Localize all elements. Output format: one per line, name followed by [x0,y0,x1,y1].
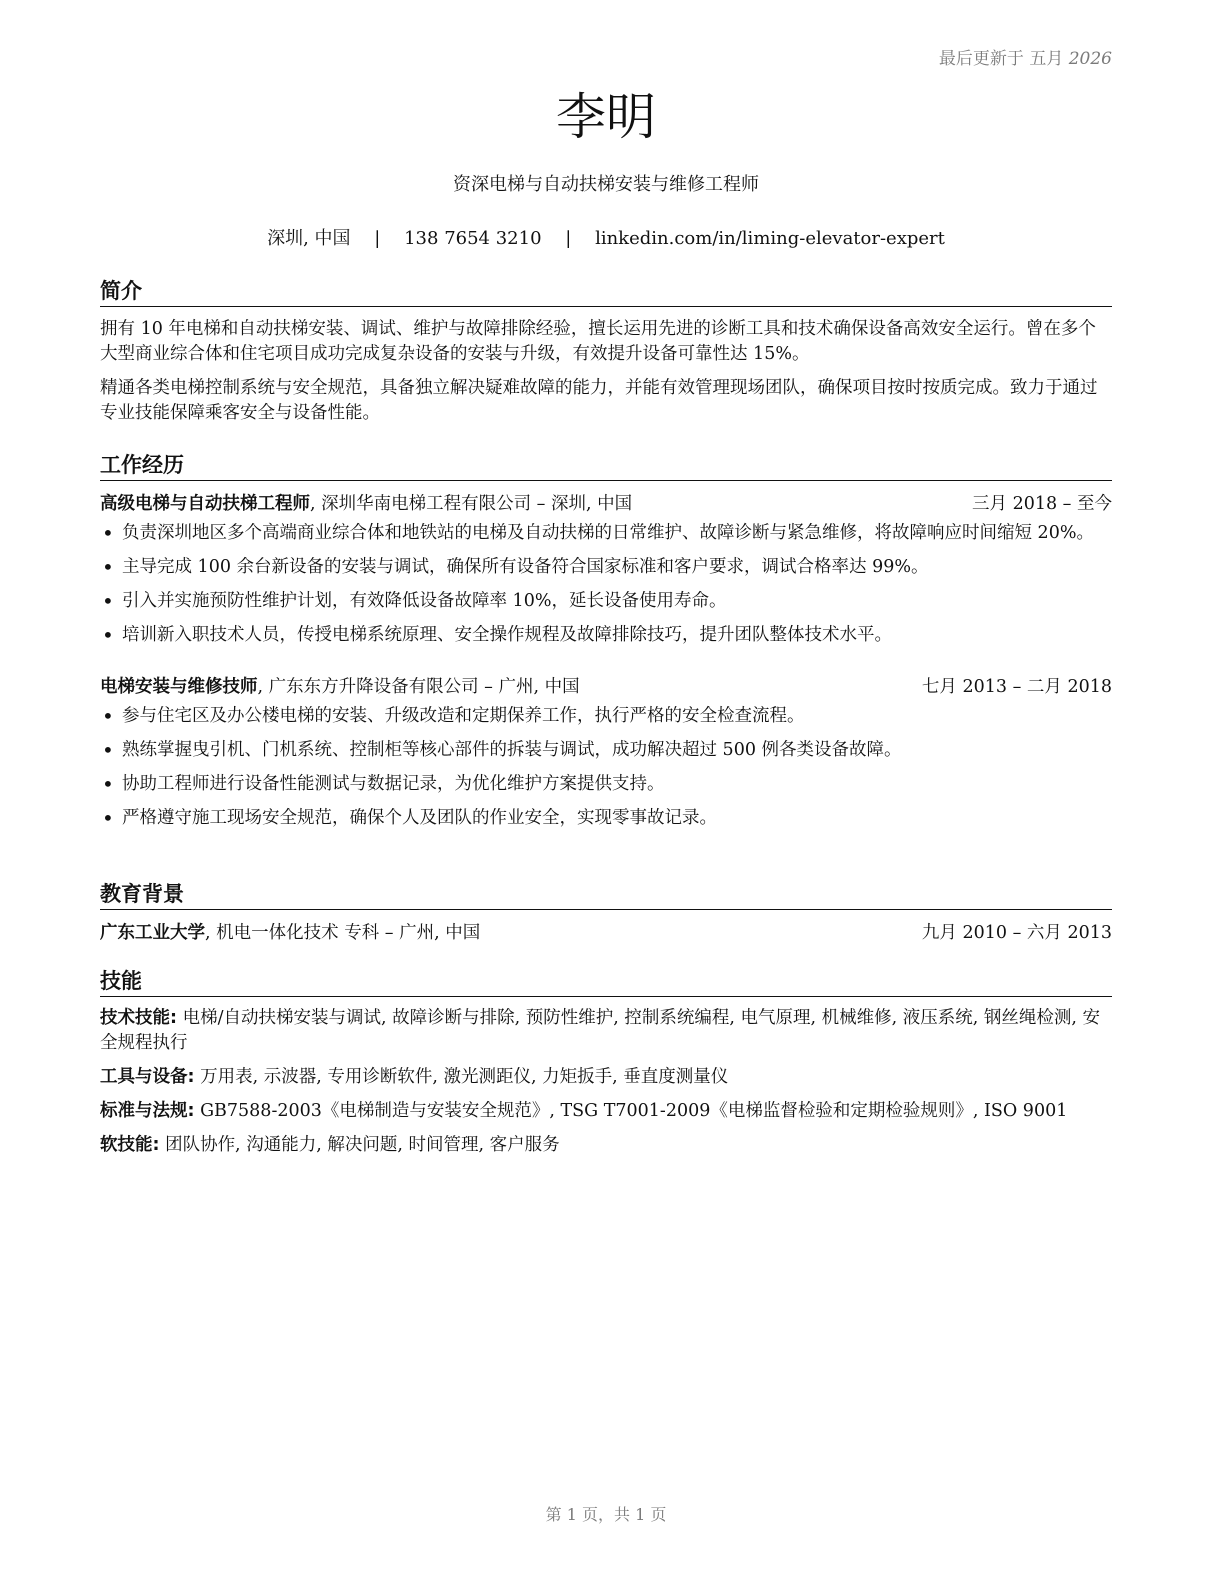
skills-section [100,968,1112,1158]
job-header [100,491,1112,517]
job-role: 高级电梯与自动扶梯工程师 [100,494,310,514]
list-item: • 培训新入职技术人员，传授电梯系统原理、安全操作规程及故障排除技巧，提升团队整体技术水平。 [100,623,1112,648]
skill-row [100,1065,1112,1090]
job-bullets [100,704,1112,831]
job-title-line [100,674,580,700]
section-title: 教育背景 [100,881,1112,910]
resume-page [100,0,1112,1584]
education-dates: 九月 2010 – 六月 2013 [921,923,1112,943]
summary-paragraph: 拥有 10 年电梯和自动扶梯安装、调试、维护与故障排除经验，擅长运用先进的诊断工具和技术确保设备高效安全运行。曾在多个大型商业综合体和住宅项目成功完成复杂设备的安装与升级，有效提升设备可靠性达 15%。 [100,319,1096,364]
section-title: 技能 [100,968,1112,997]
skill-value: GB7588-2003《电梯制造与安装安全规范》, TSG T7001-2009《电梯监督检验和定期检验规则》, ISO 9001 [194,1101,1068,1121]
summary-section [100,278,1112,426]
skill-label: 技术技能: [100,1008,177,1028]
skill-label: 工具与设备: [100,1067,195,1087]
section-title: 工作经历 [100,452,1112,481]
job-dates: 七月 2013 – 二月 2018 [921,677,1112,697]
skill-value: 电梯/自动扶梯安装与调试, 故障诊断与排除, 预防性维护, 控制系统编程, 电气原理, 机械维修, 液压系统, 钢丝绳检测, 安全规程执行 [100,1008,1100,1053]
school-name: 广东工业大学 [100,923,205,943]
candidate-tagline: 资深电梯与自动扶梯安装与维修工程师 [453,174,759,195]
contact-separator: | [374,228,381,249]
contact-phone[interactable]: 138 7654 3210 [404,228,542,249]
skill-row [100,1133,1112,1158]
candidate-name: 李明 [556,88,656,146]
experience-section [100,452,1112,840]
job-header [100,674,1112,700]
list-item: • 协助工程师进行设备性能测试与数据记录，为优化维护方案提供支持。 [100,772,1112,797]
job-company: , 广东东方升降设备有限公司 – 广州, 中国 [257,677,580,697]
skill-row [100,1006,1112,1056]
job-entry [100,491,1112,648]
skill-label: 标准与法规: [100,1101,195,1121]
skill-value: 团队协作, 沟通能力, 解决问题, 时间管理, 客户服务 [159,1135,560,1155]
job-role: 电梯安装与维修技师 [100,677,258,697]
last-updated-prefix: 最后更新于 五月 [938,49,1064,69]
job-dates: 三月 2018 – 至今 [972,494,1112,514]
education-detail: , 机电一体化技术 专科 – 广州, 中国 [205,923,481,943]
last-updated [939,44,1112,69]
summary-paragraph: 精通各类电梯控制系统与安全规范，具备独立解决疑难故障的能力，并能有效管理现场团队，确保项目按时按质完成。致力于通过专业技能保障乘客安全与设备性能。 [100,378,1098,423]
list-item: • 严格遵守施工现场安全规范，确保个人及团队的作业安全，实现零事故记录。 [100,806,1112,831]
list-item: • 引入并实施预防性维护计划，有效降低设备故障率 10%，延长设备使用寿命。 [100,589,1112,614]
job-company: , 深圳华南电梯工程有限公司 – 深圳, 中国 [310,494,633,514]
list-item: • 主导完成 100 余台新设备的安装与调试，确保所有设备符合国家标准和客户要求，调试合格率达 99%。 [100,555,1112,580]
job-title-line [100,491,632,517]
section-title: 简介 [100,278,1112,307]
list-item: • 熟练掌握曳引机、门机系统、控制柜等核心部件的拆装与调试，成功解决超过 500 例各类设备故障。 [100,738,1112,763]
skill-value: 万用表, 示波器, 专用诊断软件, 激光测距仪, 力矩扳手, 垂直度测量仪 [194,1067,729,1087]
list-item: • 负责深圳地区多个高端商业综合体和地铁站的电梯及自动扶梯的日常维护、故障诊断与紧急维修，将故障响应时间缩短 20%。 [100,521,1112,546]
skill-row [100,1099,1112,1124]
education-line [100,920,480,946]
contact-location: 深圳, 中国 [267,228,351,249]
contact-line [100,224,1112,250]
list-item: • 参与住宅区及办公楼电梯的安装、升级改造和定期保养工作，执行严格的安全检查流程。 [100,704,1112,729]
skill-label: 软技能: [100,1135,160,1155]
contact-separator: | [565,228,572,249]
job-bullets [100,521,1112,648]
page-number: 第 1 页，共 1 页 [545,1505,667,1524]
job-entry [100,674,1112,831]
education-entry [100,920,1112,946]
education-section [100,881,1112,946]
contact-linkedin-link[interactable]: linkedin.com/in/liming-elevator-expert [595,228,945,249]
last-updated-year: 2026 [1068,49,1112,69]
